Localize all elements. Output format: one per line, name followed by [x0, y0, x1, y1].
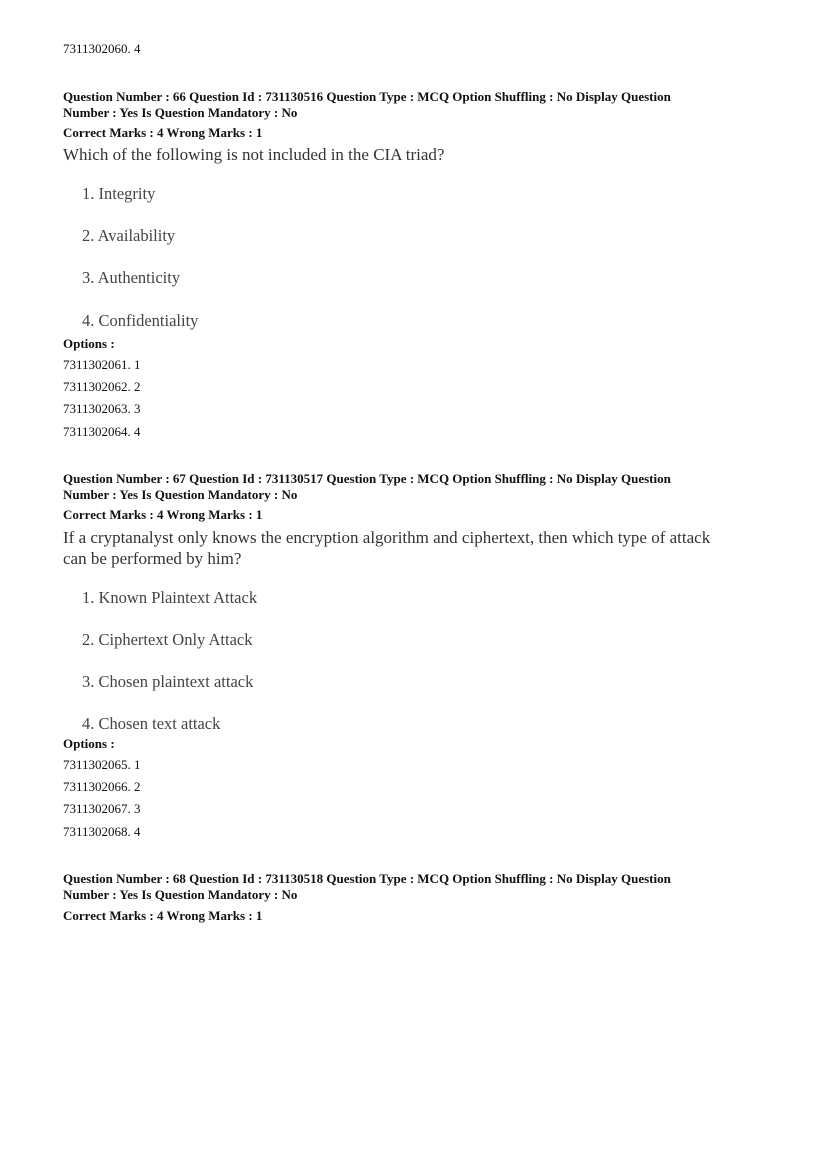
choice-4: 4. Chosen text attack: [82, 714, 221, 733]
option-line: 7311302066. 2: [63, 779, 141, 794]
choice-1: 1. Integrity: [82, 184, 156, 203]
question-header: Question Number : 67 Question Id : 731130517 Question Type : MCQ Option Shuffling : No Display Question: [63, 471, 671, 486]
question-header-cont: Number : Yes Is Question Mandatory : No: [63, 887, 298, 902]
question-header-cont: Number : Yes Is Question Mandatory : No: [63, 105, 298, 120]
question-text: If a cryptanalyst only knows the encryption algorithm and ciphertext, then which type of attack: [63, 528, 711, 547]
question-header-cont: Number : Yes Is Question Mandatory : No: [63, 487, 298, 502]
option-line: 7311302067. 3: [63, 801, 141, 816]
options-label: Options :: [63, 336, 115, 351]
option-line: 7311302061. 1: [63, 357, 141, 372]
option-line: 7311302065. 1: [63, 757, 141, 772]
option-line: 7311302063. 3: [63, 401, 141, 416]
choice-4: 4. Confidentiality: [82, 311, 199, 330]
question-header: Question Number : 66 Question Id : 731130516 Question Type : MCQ Option Shuffling : No Display Question: [63, 89, 671, 104]
choice-2: 2. Ciphertext Only Attack: [82, 630, 253, 649]
question-marks: Correct Marks : 4 Wrong Marks : 1: [63, 125, 263, 140]
choice-3: 3. Authenticity: [82, 268, 181, 287]
choice-2: 2. Availability: [82, 226, 176, 245]
option-line: 7311302062. 2: [63, 379, 141, 394]
question-marks: Correct Marks : 4 Wrong Marks : 1: [63, 507, 263, 522]
question-marks: Correct Marks : 4 Wrong Marks : 1: [63, 908, 263, 923]
options-label: Options :: [63, 736, 115, 751]
choice-1: 1. Known Plaintext Attack: [82, 588, 258, 607]
option-line: 7311302060. 4: [63, 41, 141, 56]
question-text: Which of the following is not included in the CIA triad?: [63, 145, 445, 164]
question-text-cont: can be performed by him?: [63, 549, 242, 568]
question-header: Question Number : 68 Question Id : 731130518 Question Type : MCQ Option Shuffling : No Display Question: [63, 871, 671, 886]
option-line: 7311302068. 4: [63, 824, 141, 839]
option-line: 7311302064. 4: [63, 424, 141, 439]
choice-3: 3. Chosen plaintext attack: [82, 672, 254, 691]
